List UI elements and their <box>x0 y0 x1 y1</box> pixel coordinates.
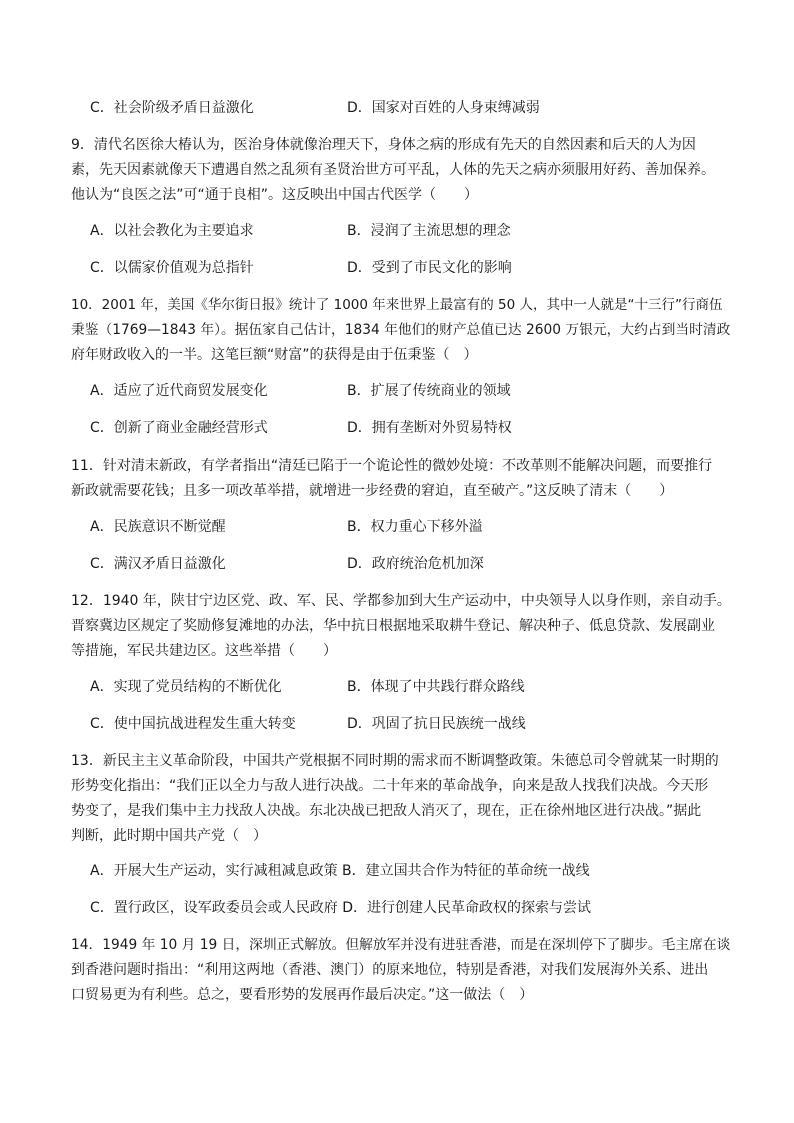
q14-stem-line-3: 口贸易更为有利些。总之，要看形势的发展再作最后决定。”这一做法（ ） <box>71 987 534 1003</box>
q13-stem-line-1: 13．新民主主义革命阶段，中国共产党根据不同时期的需求而不断调整政策。朱德总司令曾就某一时期的 <box>71 753 719 769</box>
q11-stem-line-2: 新政就需要花钱；且多一项改革举措，就增进一步经费的窘迫，直至破产。”这反映了清末（ ） <box>71 483 674 499</box>
q9-stem-line-2: 素，先天因素就像天下遭遇自然之乱须有圣贤治世方可平乱，人体的先天之病亦须服用好药、善加保养。 <box>71 162 715 178</box>
q11-option-a[interactable]: A．民族意识不断觉醒 <box>90 519 226 535</box>
q13-stem-line-2: 形势变化指出：“我们正以全力与敌人进行决战。二十年来的革命战争，向来是敌人找我们决战。今天形 <box>71 778 709 794</box>
q10-stem-line-3: 府年财政收入的一半。这笔巨额“财富”的获得是由于伍秉鉴（ ） <box>71 347 478 363</box>
q12-options-ab <box>90 676 710 698</box>
q12-option-d[interactable]: D．巩固了抗日民族统一战线 <box>347 716 526 732</box>
q12-option-b[interactable]: B．体现了中共践行群众路线 <box>347 679 525 695</box>
q11-options-ab <box>90 516 710 538</box>
q10-option-a[interactable]: A．适应了近代商贸发展变化 <box>90 383 268 399</box>
q13-option-ab[interactable]: A．开展大生产运动，实行减租减息政策 B．建立国共合作为特征的革命统一战线 <box>90 863 590 879</box>
q12-option-a[interactable]: A．实现了党员结构的不断优化 <box>90 679 282 695</box>
q8-option-d[interactable]: D．国家对百姓的人身束缚减弱 <box>347 100 540 116</box>
q11-option-b[interactable]: B．权力重心下移外溢 <box>347 519 483 535</box>
q13-option-cd[interactable]: C．置行政区，设军政委员会或人民政府 D．进行创建人民革命政权的探索与尝试 <box>90 900 592 916</box>
q14-stem-line-1: 14．1949 年 10 月 19 日，深圳正式解放。但解放军并没有进驻香港，而是在深圳停下了脚步。毛主席在谈 <box>71 937 731 953</box>
q12-options-cd <box>90 713 710 735</box>
q9-options-ab <box>90 220 710 242</box>
q9-stem-line-1: 9．清代名医徐大椿认为，医治身体就像治理天下，身体之病的形成有先天的自然因素和后天的人为因 <box>71 137 696 153</box>
q10-options-ab <box>90 380 710 402</box>
q10-option-b[interactable]: B．扩展了传统商业的领域 <box>347 383 511 399</box>
q8-options-cd <box>90 97 710 119</box>
q9-option-c[interactable]: C．以儒家价值观为总指针 <box>90 260 254 276</box>
q13-options-ab <box>90 860 710 882</box>
q10-stem-line-1: 10．2001 年，美国《华尔街日报》统计了 1000 年来世界上最富有的 50 人，其中一人就是“十三行”行商伍 <box>71 297 723 313</box>
q10-stem-line-2: 秉鉴（1769—1843 年）。据伍家自己估计，1834 年他们的财产总值已达 2600 万银元，大约占到当时清政 <box>71 322 731 338</box>
q12-stem-line-2: 晋察冀边区规定了奖励修复滩地的办法，华中抗日根据地采取耕牛登记、解决种子、低息贷款、发展副业 <box>71 618 715 634</box>
q14-stem-line-2: 到香港问题时指出：“利用这两地（香港、澳门）的原来地位，特别是香港，对我们发展海外关系、进出 <box>71 962 709 978</box>
q13-options-cd <box>90 897 710 919</box>
q9-stem-line-3: 他认为“良医之法”可“通于良相”。这反映出中国古代医学（ ） <box>71 187 479 203</box>
q11-option-c[interactable]: C．满汉矛盾日益激化 <box>90 556 226 572</box>
q9-option-d[interactable]: D．受到了市民文化的影响 <box>347 260 512 276</box>
q11-stem-line-1: 11．针对清末新政，有学者指出“清廷已陷于一个诡论性的微妙处境：不改革则不能解决问题，而要推行 <box>71 458 713 474</box>
q10-option-d[interactable]: D．拥有垄断对外贸易特权 <box>347 420 512 436</box>
q13-stem-line-3: 势变了，是我们集中主力找敌人决战。东北决战已把敌人消灭了，现在，正在徐州地区进行决战。”据此 <box>71 803 702 819</box>
q11-options-cd <box>90 553 710 575</box>
q10-options-cd <box>90 417 710 439</box>
q9-option-b[interactable]: B．浸润了主流思想的理念 <box>347 223 511 239</box>
q12-stem-line-1: 12．1940 年，陕甘宁边区党、政、军、民、学都参加到大生产运动中，中央领导人以身作则，亲自动手。 <box>71 593 731 609</box>
q12-stem-line-3: 等措施，军民共建边区。这些举措（ ） <box>71 643 337 659</box>
q9-options-cd <box>90 257 710 279</box>
q13-stem-line-4: 判断，此时期中国共产党（ ） <box>71 828 267 844</box>
q11-option-d[interactable]: D．政府统治危机加深 <box>347 556 484 572</box>
q9-option-a[interactable]: A．以社会教化为主要追求 <box>90 223 254 239</box>
q8-option-c[interactable]: C．社会阶级矛盾日益激化 <box>90 100 254 116</box>
q10-option-c[interactable]: C．创新了商业金融经营形式 <box>90 420 268 436</box>
q12-option-c[interactable]: C．使中国抗战进程发生重大转变 <box>90 716 296 732</box>
